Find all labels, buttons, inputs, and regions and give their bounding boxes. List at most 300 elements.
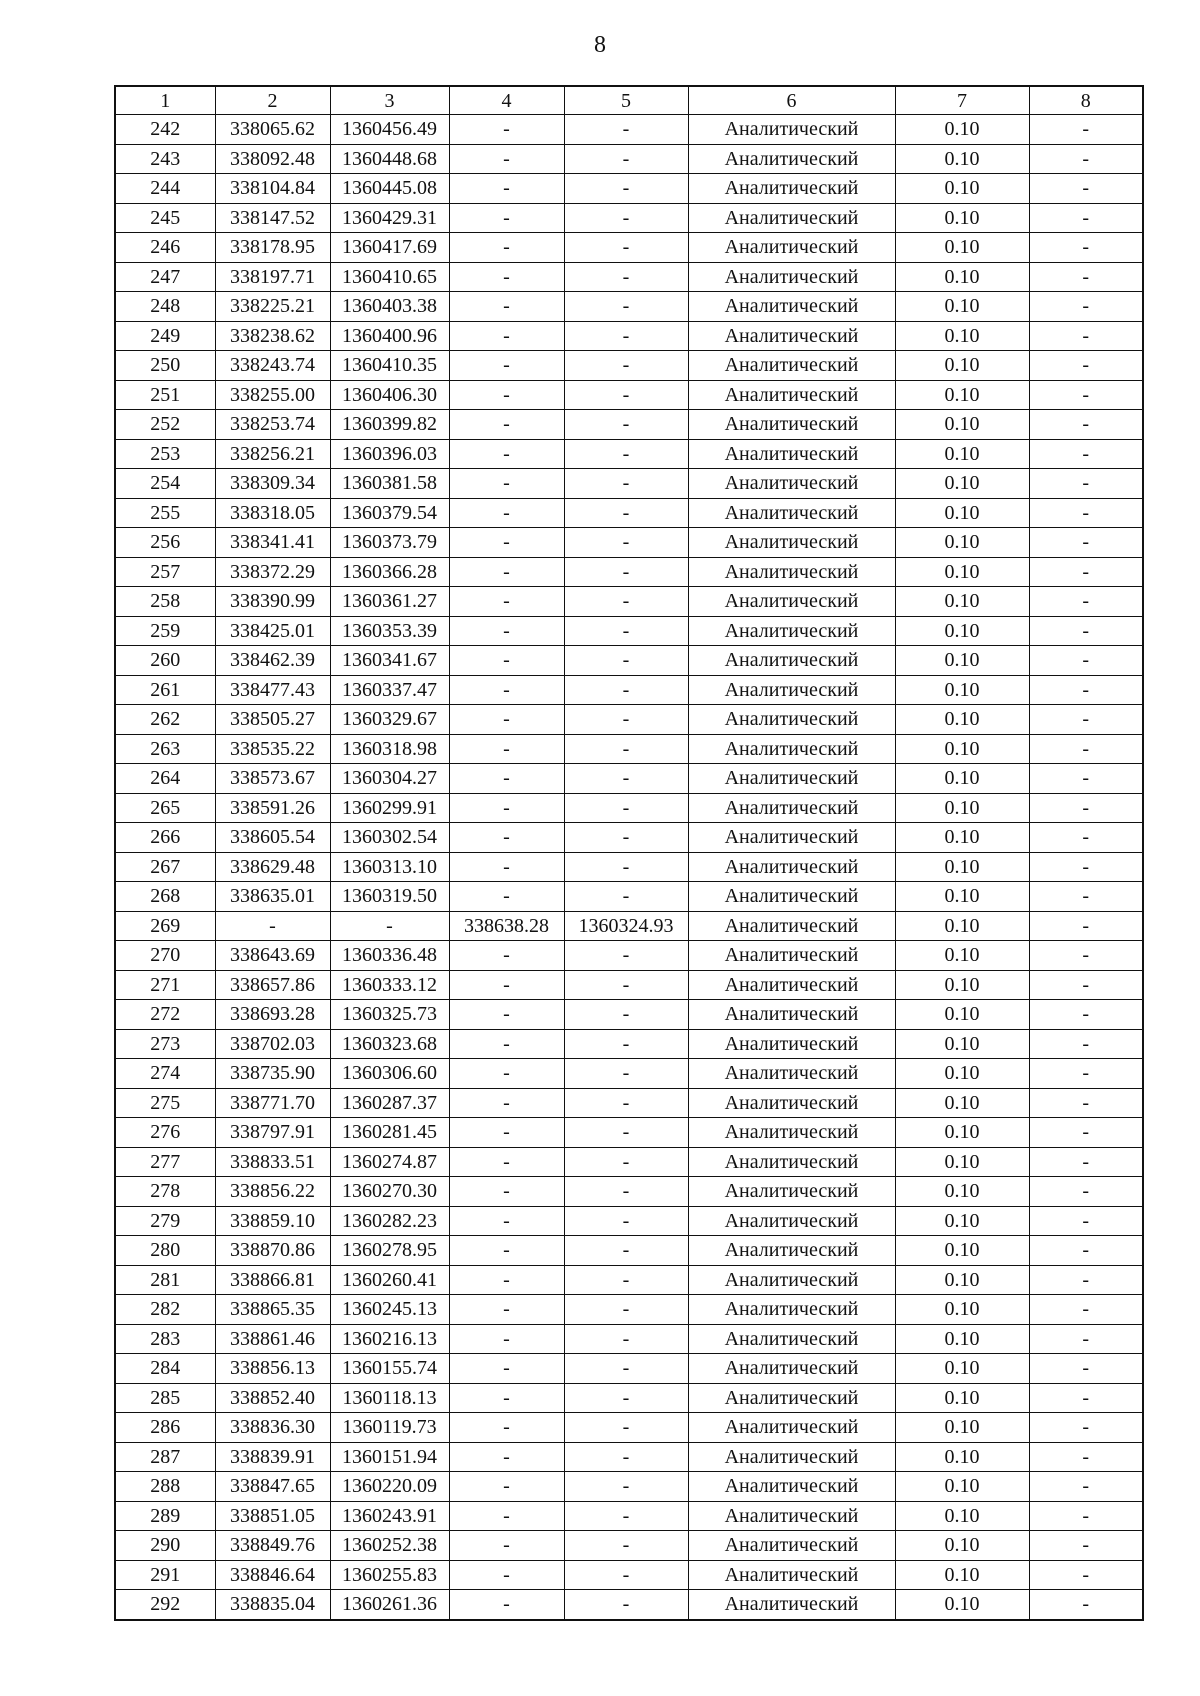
table-cell-col-8: - [1029, 646, 1143, 676]
table-cell-col-6: Аналитический [688, 1590, 895, 1620]
table-row [115, 115, 1143, 145]
table-cell-col-7: 0.10 [895, 380, 1029, 410]
table-cell-col-6: Аналитический [688, 970, 895, 1000]
table-cell-col-2: 338535.22 [215, 734, 330, 764]
table-cell-col-3: 1360403.38 [330, 292, 449, 322]
table-cell-col-5: - [564, 705, 688, 735]
table-cell-col-6: Аналитический [688, 1000, 895, 1030]
table-cell-col-4: - [449, 1088, 564, 1118]
table-cell-col-1: 292 [115, 1590, 215, 1620]
column-header-4: 4 [449, 86, 564, 115]
table-cell-col-3: 1360445.08 [330, 174, 449, 204]
table-cell-col-8: - [1029, 1472, 1143, 1502]
table-cell-col-8: - [1029, 1590, 1143, 1620]
table-cell-col-3: 1360448.68 [330, 144, 449, 174]
table-row [115, 1147, 1143, 1177]
table-cell-col-7: 0.10 [895, 1324, 1029, 1354]
table-cell-col-3: 1360261.36 [330, 1590, 449, 1620]
table-cell-col-3: 1360245.13 [330, 1295, 449, 1325]
table-cell-col-8: - [1029, 1236, 1143, 1266]
table-row [115, 233, 1143, 263]
table-cell-col-3: 1360366.28 [330, 557, 449, 587]
table-cell-col-5: - [564, 1118, 688, 1148]
column-header-6: 6 [688, 86, 895, 115]
table-cell-col-1: 261 [115, 675, 215, 705]
table-cell-col-2: 338390.99 [215, 587, 330, 617]
table-cell-col-2: 338341.41 [215, 528, 330, 558]
table-cell-col-4: - [449, 1206, 564, 1236]
column-header-3: 3 [330, 86, 449, 115]
table-cell-col-5: - [564, 144, 688, 174]
table-cell-col-8: - [1029, 941, 1143, 971]
table-cell-col-2: 338693.28 [215, 1000, 330, 1030]
table-cell-col-3: 1360381.58 [330, 469, 449, 499]
table-row [115, 1413, 1143, 1443]
table-row [115, 1501, 1143, 1531]
table-cell-col-7: 0.10 [895, 1265, 1029, 1295]
table-cell-col-7: 0.10 [895, 1442, 1029, 1472]
table-cell-col-5: - [564, 1413, 688, 1443]
column-header-2: 2 [215, 86, 330, 115]
column-header-1: 1 [115, 86, 215, 115]
table-cell-col-3: 1360270.30 [330, 1177, 449, 1207]
table-cell-col-7: 0.10 [895, 528, 1029, 558]
table-cell-col-4: - [449, 1442, 564, 1472]
table-row [115, 1029, 1143, 1059]
table-cell-col-7: 0.10 [895, 705, 1029, 735]
table-cell-col-5: - [564, 469, 688, 499]
table-cell-col-6: Аналитический [688, 528, 895, 558]
table-cell-col-6: Аналитический [688, 144, 895, 174]
table-cell-col-2: 338856.13 [215, 1354, 330, 1384]
table-cell-col-3: 1360299.91 [330, 793, 449, 823]
table-cell-col-7: 0.10 [895, 351, 1029, 381]
table-cell-col-5: - [564, 1177, 688, 1207]
table-cell-col-8: - [1029, 1295, 1143, 1325]
table-cell-col-8: - [1029, 1059, 1143, 1089]
table-cell-col-3: 1360252.38 [330, 1531, 449, 1561]
table-cell-col-1: 243 [115, 144, 215, 174]
table-body [115, 115, 1143, 1620]
table-cell-col-3: 1360319.50 [330, 882, 449, 912]
table-cell-col-8: - [1029, 1442, 1143, 1472]
table-cell-col-3: 1360255.83 [330, 1560, 449, 1590]
table-cell-col-7: 0.10 [895, 469, 1029, 499]
table-row [115, 705, 1143, 735]
table-cell-col-2: 338256.21 [215, 439, 330, 469]
table-cell-col-8: - [1029, 351, 1143, 381]
table-cell-col-7: 0.10 [895, 646, 1029, 676]
table-cell-col-3: 1360429.31 [330, 203, 449, 233]
table-cell-col-2: 338425.01 [215, 616, 330, 646]
table-cell-col-6: Аналитический [688, 852, 895, 882]
table-cell-col-7: 0.10 [895, 941, 1029, 971]
table-cell-col-5: - [564, 587, 688, 617]
table-cell-col-6: Аналитический [688, 675, 895, 705]
table-cell-col-7: 0.10 [895, 439, 1029, 469]
table-cell-col-8: - [1029, 587, 1143, 617]
table-cell-col-4: - [449, 852, 564, 882]
table-cell-col-5: - [564, 1590, 688, 1620]
table-cell-col-1: 291 [115, 1560, 215, 1590]
table-cell-col-2: 338104.84 [215, 174, 330, 204]
table-cell-col-4: - [449, 1413, 564, 1443]
table-cell-col-1: 281 [115, 1265, 215, 1295]
table-cell-col-4: - [449, 351, 564, 381]
table-cell-col-2: 338870.86 [215, 1236, 330, 1266]
table-cell-col-8: - [1029, 292, 1143, 322]
table-cell-col-4: - [449, 1000, 564, 1030]
table-cell-col-6: Аналитический [688, 203, 895, 233]
table-cell-col-4: 338638.28 [449, 911, 564, 941]
table-cell-col-5: - [564, 203, 688, 233]
table-row [115, 1177, 1143, 1207]
table-cell-col-6: Аналитический [688, 1354, 895, 1384]
table-header-row [115, 86, 1143, 115]
table-cell-col-4: - [449, 1324, 564, 1354]
table-cell-col-1: 244 [115, 174, 215, 204]
table-cell-col-6: Аналитический [688, 1059, 895, 1089]
table-cell-col-5: - [564, 1560, 688, 1590]
table-cell-col-4: - [449, 528, 564, 558]
table-cell-col-3: 1360399.82 [330, 410, 449, 440]
table-cell-col-2: 338253.74 [215, 410, 330, 440]
table-cell-col-3: 1360155.74 [330, 1354, 449, 1384]
table-cell-col-6: Аналитический [688, 911, 895, 941]
table-cell-col-2: - [215, 911, 330, 941]
table-row [115, 1059, 1143, 1089]
table-cell-col-2: 338462.39 [215, 646, 330, 676]
table-cell-col-4: - [449, 1354, 564, 1384]
table-cell-col-1: 251 [115, 380, 215, 410]
table-cell-col-5: - [564, 1531, 688, 1561]
table-cell-col-6: Аналитический [688, 115, 895, 145]
table-cell-col-6: Аналитический [688, 1236, 895, 1266]
table-cell-col-8: - [1029, 144, 1143, 174]
table-cell-col-1: 268 [115, 882, 215, 912]
table-cell-col-7: 0.10 [895, 764, 1029, 794]
table-cell-col-2: 338197.71 [215, 262, 330, 292]
table-cell-col-1: 245 [115, 203, 215, 233]
table-cell-col-8: - [1029, 1118, 1143, 1148]
table-cell-col-8: - [1029, 793, 1143, 823]
table-cell-col-6: Аналитический [688, 292, 895, 322]
table-cell-col-1: 290 [115, 1531, 215, 1561]
table-cell-col-6: Аналитический [688, 1560, 895, 1590]
table-cell-col-8: - [1029, 616, 1143, 646]
table-cell-col-5: - [564, 498, 688, 528]
table-cell-col-7: 0.10 [895, 823, 1029, 853]
table-cell-col-7: 0.10 [895, 292, 1029, 322]
table-row [115, 1324, 1143, 1354]
table-cell-col-5: - [564, 410, 688, 440]
table-cell-col-8: - [1029, 115, 1143, 145]
table-row [115, 469, 1143, 499]
table-cell-col-1: 242 [115, 115, 215, 145]
table-cell-col-7: 0.10 [895, 203, 1029, 233]
table-cell-col-6: Аналитический [688, 1324, 895, 1354]
table-cell-col-6: Аналитический [688, 410, 895, 440]
table-cell-col-2: 338147.52 [215, 203, 330, 233]
table-row [115, 1000, 1143, 1030]
table-cell-col-4: - [449, 882, 564, 912]
table-cell-col-8: - [1029, 203, 1143, 233]
table-cell-col-1: 269 [115, 911, 215, 941]
table-cell-col-1: 247 [115, 262, 215, 292]
table-cell-col-4: - [449, 1118, 564, 1148]
table-cell-col-2: 338629.48 [215, 852, 330, 882]
table-cell-col-7: 0.10 [895, 1088, 1029, 1118]
table-cell-col-5: - [564, 321, 688, 351]
table-row [115, 1088, 1143, 1118]
table-cell-col-7: 0.10 [895, 1236, 1029, 1266]
table-cell-col-6: Аналитический [688, 587, 895, 617]
table-row [115, 498, 1143, 528]
table-cell-col-3: 1360118.13 [330, 1383, 449, 1413]
table-cell-col-8: - [1029, 233, 1143, 263]
table-cell-col-4: - [449, 823, 564, 853]
table-cell-col-5: - [564, 557, 688, 587]
table-cell-col-3: 1360282.23 [330, 1206, 449, 1236]
table-row [115, 410, 1143, 440]
table-cell-col-7: 0.10 [895, 616, 1029, 646]
table-cell-col-8: - [1029, 1413, 1143, 1443]
table-cell-col-2: 338225.21 [215, 292, 330, 322]
table-cell-col-1: 258 [115, 587, 215, 617]
table-cell-col-8: - [1029, 1354, 1143, 1384]
table-row [115, 1118, 1143, 1148]
table-cell-col-2: 338839.91 [215, 1442, 330, 1472]
table-cell-col-2: 338657.86 [215, 970, 330, 1000]
table-cell-col-3: 1360220.09 [330, 1472, 449, 1502]
table-cell-col-5: - [564, 675, 688, 705]
table-cell-col-3: 1360278.95 [330, 1236, 449, 1266]
table-cell-col-2: 338833.51 [215, 1147, 330, 1177]
table-cell-col-8: - [1029, 380, 1143, 410]
table-cell-col-6: Аналитический [688, 823, 895, 853]
table-cell-col-3: 1360336.48 [330, 941, 449, 971]
table-cell-col-1: 284 [115, 1354, 215, 1384]
table-cell-col-6: Аналитический [688, 1265, 895, 1295]
column-header-5: 5 [564, 86, 688, 115]
table-cell-col-2: 338092.48 [215, 144, 330, 174]
table-cell-col-7: 0.10 [895, 1118, 1029, 1148]
table-cell-col-3: 1360373.79 [330, 528, 449, 558]
coordinates-table [114, 85, 1144, 1621]
table-cell-col-7: 0.10 [895, 498, 1029, 528]
table-cell-col-5: - [564, 439, 688, 469]
table-cell-col-1: 283 [115, 1324, 215, 1354]
table-cell-col-8: - [1029, 1383, 1143, 1413]
table-row [115, 203, 1143, 233]
table-cell-col-3: 1360318.98 [330, 734, 449, 764]
table-cell-col-2: 338771.70 [215, 1088, 330, 1118]
table-row [115, 292, 1143, 322]
table-cell-col-3: 1360302.54 [330, 823, 449, 853]
table-cell-col-1: 253 [115, 439, 215, 469]
table-cell-col-4: - [449, 115, 564, 145]
table-cell-col-1: 286 [115, 1413, 215, 1443]
table-cell-col-6: Аналитический [688, 1442, 895, 1472]
table-cell-col-6: Аналитический [688, 1531, 895, 1561]
table-cell-col-8: - [1029, 410, 1143, 440]
table-cell-col-2: 338505.27 [215, 705, 330, 735]
table-cell-col-6: Аналитический [688, 882, 895, 912]
table-cell-col-7: 0.10 [895, 321, 1029, 351]
table-cell-col-1: 273 [115, 1029, 215, 1059]
table-cell-col-4: - [449, 410, 564, 440]
table-cell-col-6: Аналитический [688, 469, 895, 499]
table-cell-col-6: Аналитический [688, 1147, 895, 1177]
table-cell-col-5: - [564, 734, 688, 764]
table-cell-col-1: 257 [115, 557, 215, 587]
table-cell-col-1: 260 [115, 646, 215, 676]
table-cell-col-5: - [564, 1383, 688, 1413]
table-cell-col-7: 0.10 [895, 1147, 1029, 1177]
table-row [115, 557, 1143, 587]
table-cell-col-7: 0.10 [895, 911, 1029, 941]
table-cell-col-4: - [449, 1590, 564, 1620]
table-cell-col-8: - [1029, 1501, 1143, 1531]
table-cell-col-4: - [449, 144, 564, 174]
table-cell-col-7: 0.10 [895, 1413, 1029, 1443]
table-cell-col-1: 262 [115, 705, 215, 735]
table-cell-col-7: 0.10 [895, 587, 1029, 617]
table-cell-col-5: 1360324.93 [564, 911, 688, 941]
table-cell-col-3: 1360313.10 [330, 852, 449, 882]
table-cell-col-5: - [564, 970, 688, 1000]
table-cell-col-2: 338735.90 [215, 1059, 330, 1089]
table-cell-col-4: - [449, 1472, 564, 1502]
table-cell-col-1: 276 [115, 1118, 215, 1148]
table-cell-col-5: - [564, 528, 688, 558]
table-cell-col-6: Аналитический [688, 616, 895, 646]
table-cell-col-2: 338178.95 [215, 233, 330, 263]
table-cell-col-8: - [1029, 439, 1143, 469]
table-row [115, 675, 1143, 705]
table-cell-col-3: 1360396.03 [330, 439, 449, 469]
table-cell-col-6: Аналитический [688, 1206, 895, 1236]
table-cell-col-6: Аналитический [688, 321, 895, 351]
table-row [115, 262, 1143, 292]
table-row [115, 1590, 1143, 1620]
table-cell-col-5: - [564, 1354, 688, 1384]
table-cell-col-5: - [564, 1324, 688, 1354]
table-cell-col-4: - [449, 793, 564, 823]
table-cell-col-8: - [1029, 557, 1143, 587]
table-cell-col-6: Аналитический [688, 1383, 895, 1413]
table-cell-col-4: - [449, 587, 564, 617]
table-row [115, 852, 1143, 882]
table-cell-col-6: Аналитический [688, 1118, 895, 1148]
table-row [115, 911, 1143, 941]
table-cell-col-5: - [564, 233, 688, 263]
table-cell-col-7: 0.10 [895, 1531, 1029, 1561]
table-cell-col-5: - [564, 941, 688, 971]
table-cell-col-7: 0.10 [895, 115, 1029, 145]
table-cell-col-4: - [449, 233, 564, 263]
table-cell-col-6: Аналитический [688, 1295, 895, 1325]
table-cell-col-4: - [449, 1147, 564, 1177]
table-cell-col-3: 1360260.41 [330, 1265, 449, 1295]
table-cell-col-5: - [564, 1029, 688, 1059]
table-row [115, 764, 1143, 794]
table-row [115, 144, 1143, 174]
table-cell-col-7: 0.10 [895, 1177, 1029, 1207]
table-cell-col-8: - [1029, 1088, 1143, 1118]
table-cell-col-1: 263 [115, 734, 215, 764]
table-cell-col-5: - [564, 1059, 688, 1089]
table-cell-col-2: 338847.65 [215, 1472, 330, 1502]
table-cell-col-1: 249 [115, 321, 215, 351]
table-row [115, 1531, 1143, 1561]
table-cell-col-8: - [1029, 1265, 1143, 1295]
table-row [115, 351, 1143, 381]
table-row [115, 734, 1143, 764]
table-cell-col-4: - [449, 1236, 564, 1266]
table-row [115, 1354, 1143, 1384]
table-row [115, 1295, 1143, 1325]
table-cell-col-4: - [449, 439, 564, 469]
table-cell-col-3: 1360274.87 [330, 1147, 449, 1177]
table-cell-col-1: 287 [115, 1442, 215, 1472]
table-cell-col-5: - [564, 793, 688, 823]
table-cell-col-5: - [564, 351, 688, 381]
table-cell-col-4: - [449, 970, 564, 1000]
table-cell-col-4: - [449, 1295, 564, 1325]
table-cell-col-3: 1360306.60 [330, 1059, 449, 1089]
table-cell-col-5: - [564, 764, 688, 794]
table-cell-col-1: 248 [115, 292, 215, 322]
table-row [115, 1206, 1143, 1236]
table-cell-col-2: 338243.74 [215, 351, 330, 381]
table-cell-col-4: - [449, 705, 564, 735]
table-cell-col-3: 1360216.13 [330, 1324, 449, 1354]
table-cell-col-8: - [1029, 1324, 1143, 1354]
table-cell-col-3: 1360329.67 [330, 705, 449, 735]
table-cell-col-1: 271 [115, 970, 215, 1000]
table-row [115, 941, 1143, 971]
table-cell-col-4: - [449, 764, 564, 794]
table-cell-col-8: - [1029, 321, 1143, 351]
table-cell-col-4: - [449, 498, 564, 528]
table-row [115, 380, 1143, 410]
table-cell-col-5: - [564, 262, 688, 292]
table-row [115, 1265, 1143, 1295]
table-cell-col-3: 1360325.73 [330, 1000, 449, 1030]
table-cell-col-1: 275 [115, 1088, 215, 1118]
table-cell-col-6: Аналитический [688, 734, 895, 764]
table-cell-col-4: - [449, 1265, 564, 1295]
table-row [115, 823, 1143, 853]
table-cell-col-3: 1360456.49 [330, 115, 449, 145]
table-cell-col-7: 0.10 [895, 675, 1029, 705]
table-cell-col-4: - [449, 1029, 564, 1059]
table-cell-col-2: 338318.05 [215, 498, 330, 528]
table-cell-col-2: 338255.00 [215, 380, 330, 410]
table-cell-col-6: Аналитический [688, 764, 895, 794]
table-cell-col-2: 338605.54 [215, 823, 330, 853]
table-row [115, 321, 1143, 351]
table-cell-col-2: 338372.29 [215, 557, 330, 587]
table-cell-col-2: 338849.76 [215, 1531, 330, 1561]
table-cell-col-5: - [564, 1501, 688, 1531]
table-cell-col-6: Аналитический [688, 705, 895, 735]
table-cell-col-4: - [449, 203, 564, 233]
table-cell-col-8: - [1029, 1206, 1143, 1236]
table-cell-col-7: 0.10 [895, 557, 1029, 587]
table-cell-col-5: - [564, 1442, 688, 1472]
